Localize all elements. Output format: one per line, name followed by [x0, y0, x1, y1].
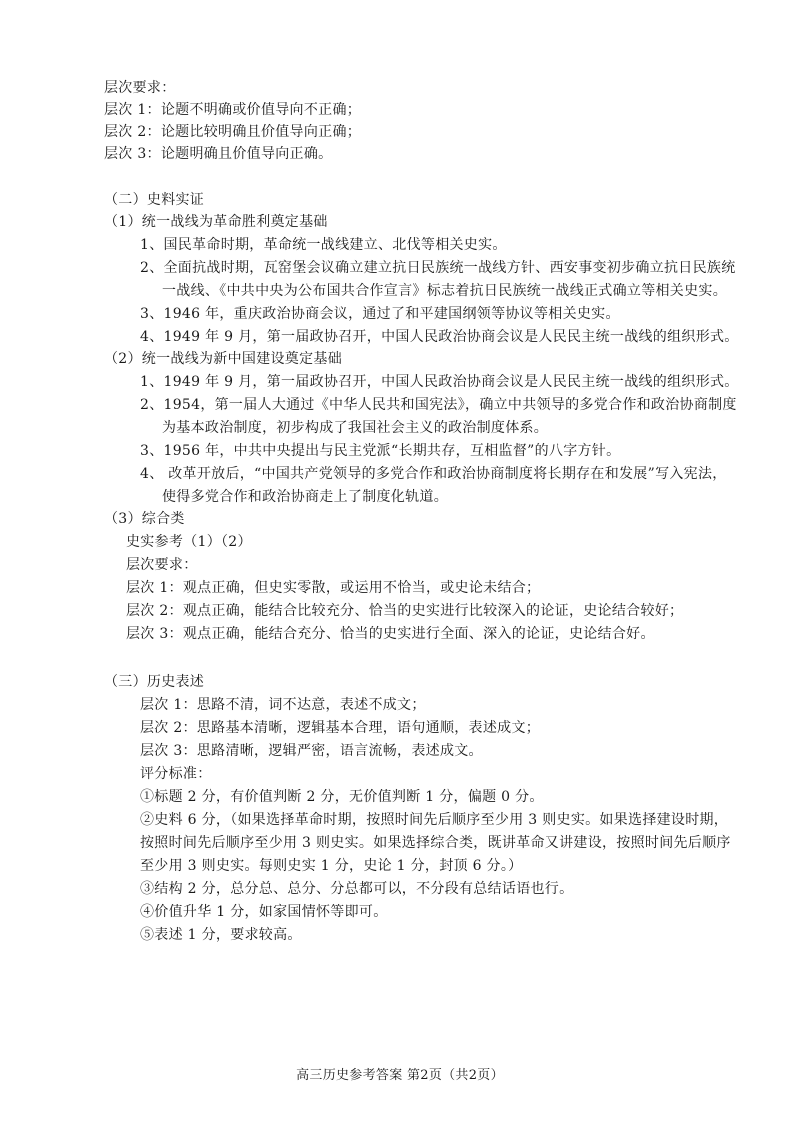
level-1-text: 层次 1：论题不明确或价值导向不正确；	[104, 102, 362, 118]
part-1-item-1: 1、国民革命时期，革命统一战线建立、北伐等相关史实。	[140, 237, 507, 253]
scoring-heading: 评分标准：	[140, 766, 212, 782]
scoring-item-3: ③结构 2 分，总分总、总分、分总都可以，不分段有总结话语也行。	[140, 881, 574, 897]
part-3-title: （3）综合类	[104, 511, 185, 527]
part-1-item-3: 3、1946 年，重庆政治协商会议，通过了和平建国纲领等协议等相关史实。	[140, 306, 620, 322]
scoring-item-1: ①标题 2 分，有价值判断 2 分，无价值判断 1 分，偏题 0 分。	[140, 789, 544, 805]
part-1-item-2a: 2、全面抗战时期，瓦窑堡会议确立建立抗日民族统一战线方针、西安事变初步确立抗日民族统	[140, 260, 736, 276]
section-3-title: （三）历史表述	[104, 674, 205, 690]
levels-heading: 层次要求：	[104, 80, 176, 96]
section-2-title: （二）史料实证	[104, 192, 205, 208]
part-2-item-1: 1、1949 年 9 月，第一届政协召开，中国人民政治协商会议是人民民主统一战线的组织形式。	[140, 374, 739, 390]
part-2-item-4b: 使得多党合作和政治协商走上了制度化轨道。	[162, 489, 448, 505]
scoring-item-2a: ②史料 6 分，（如果选择革命时期，按照时间先后顺序至少用 3 则史实。如果选择建设时期，	[140, 812, 729, 828]
scoring-item-2c: 至少用 3 则史实。每则史实 1 分，史论 1 分，封顶 6 分。）	[140, 858, 523, 874]
section-3-level-3: 层次 3：思路清晰，逻辑严密，语言流畅，表述成文。	[140, 743, 483, 759]
part-2-title: （2）统一战线为新中国建设奠定基础	[104, 351, 343, 367]
part-3-levels-heading: 层次要求：	[126, 557, 198, 573]
part-2-item-3: 3、1956 年，中共中央提出与民主党派“长期共存，互相监督”的八字方针。	[140, 443, 621, 459]
part-2-item-2a: 2、1954，第一届人大通过《中华人民共和国宪法》，确立中共领导的多党合作和政治协商制度	[140, 397, 737, 413]
part-3-level-3: 层次 3：观点正确，能结合充分、恰当的史实进行全面、深入的论证，史论结合好。	[126, 626, 655, 642]
scoring-item-2b: 按照时间先后顺序至少用 3 则史实。如果选择综合类，既讲革命又讲建设，按照时间先后顺序	[140, 835, 731, 851]
part-2-item-4a: 4、 改革开放后，“中国共产党领导的多党合作和政治协商制度将长期存在和发展”写入宪法，	[140, 466, 727, 482]
part-1-item-2b: 一战线、《中共中央为公布国共合作宣言》标志着抗日民族统一战线正式确立等相关史实。	[162, 283, 727, 299]
part-3-reference: 史实参考（1）（2）	[126, 534, 252, 550]
section-3-level-1: 层次 1：思路不清，词不达意，表述不成文；	[140, 697, 426, 713]
section-3-level-2: 层次 2：思路基本清晰，逻辑基本合理，语句通顺，表述成文；	[140, 720, 541, 736]
part-2-item-2b: 为基本政治制度，初步构成了我国社会主义的政治制度体系。	[162, 420, 549, 436]
part-3-level-1: 层次 1：观点正确，但史实零散，或运用不恰当，或史论未结合；	[126, 580, 541, 596]
part-3-level-2: 层次 2：观点正确，能结合比较充分、恰当的史实进行比较深入的论证，史论结合较好；	[126, 603, 684, 619]
level-2-text: 层次 2：论题比较明确且价值导向正确；	[104, 124, 362, 140]
scoring-item-4: ④价值升华 1 分，如家国情怀等即可。	[140, 904, 388, 920]
level-3-text: 层次 3：论题明确且价值导向正确。	[104, 146, 333, 162]
part-1-item-4: 4、1949 年 9 月，第一届政协召开，中国人民政治协商会议是人民民主统一战线的组织形式。	[140, 329, 739, 345]
part-1-title: （1）统一战线为革命胜利奠定基础	[104, 214, 328, 230]
scoring-item-5: ⑤表述 1 分，要求较高。	[140, 927, 302, 943]
page-footer: 高三历史参考答案 第2页（共2页）	[296, 1068, 504, 1083]
